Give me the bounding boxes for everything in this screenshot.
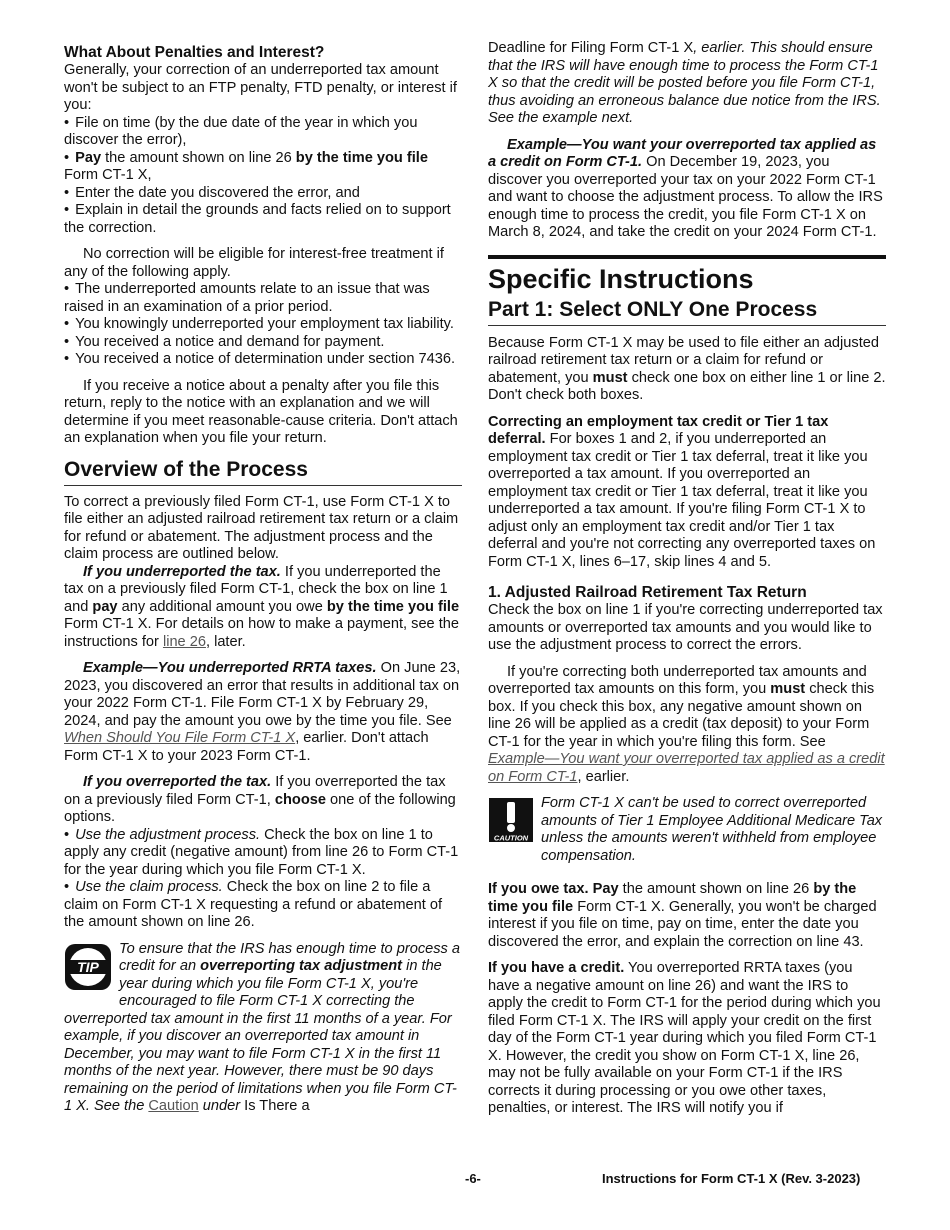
no-correction-paragraph: No correction will be eligible for interest-free treatment if any of the following apply. [64, 246, 444, 280]
apply-bullet-1: • The underreported amounts relate to an issue that was raised in an examination of a prior period. [64, 281, 462, 316]
caution-icon-label: CAUTION [493, 833, 529, 843]
option-adjustment: • Use the adjustment process. Check the box on line 1 to apply any credit (negative amount) from line 26 to Form CT-1 for the year during which you file Form CT-1 X. [64, 827, 462, 880]
penalty-bullet-3: • Enter the date you discovered the error, and [64, 185, 462, 203]
owe-tax-paragraph: If you owe tax. Pay the amount shown on line 26 by the time you file Form CT-1 X. Generally, you won't be charged interest if you file on time, pay on time, enter the date you discovered the error, and explain the correction on line 43. [488, 881, 877, 950]
penalty-bullet-2: • Pay the amount shown on line 26 by the time you file Form CT-1 X, [64, 150, 462, 185]
part1-heading: Part 1: Select ONLY One Process [488, 297, 886, 326]
penalty-notice-paragraph: If you receive a notice about a penalty after you file this return, reply to the notice with an explanation and we will determine if you meet reasonable-cause criteria. Don't attach an explanation when you file your return. [64, 377, 458, 446]
penalty-bullet-4: • Explain in detail the grounds and facts relied on to support the correction. [64, 202, 462, 237]
caution-link[interactable]: Caution [148, 1098, 199, 1114]
penalty-bullet-1: • File on time (by the due date of the year in which you discover the error), [64, 115, 462, 150]
penalties-intro: Generally, your correction of an underreported tax amount won't be subject to an FTP penalty, FTD penalty, or interest if you: [64, 62, 457, 113]
correcting-paragraph: Correcting an employment tax credit or Tier 1 tax deferral. For boxes 1 and 2, if you underreported an employment tax credit or Tier 1 tax deferral, treat it like you overreported a tax amount. If you overreported an employment tax credit or Tier 1 tax deferral, treat it like you underreported a tax amount. If you're filing Form CT-1 X to adjust only an employment tax credit and/or Tier 1 tax deferral and you're not correcting any overreported taxes on Form CT-1 X, lines 6–17, skip lines 4 and 5. [488, 413, 876, 570]
credit-paragraph: If you have a credit. You overreported RRTA taxes (you have a negative amount on line 26) and want the IRS to apply the credit to Form CT-1 for the period during which you filed Form CT-1 X. The IRS will apply your credit on the first day of the Form CT-1 year during which you filed Form CT-1 X. However, the credit you show on Form CT-1 X, line 26, may not be fully available on your Form CT-1 if the IRS corrects it during processing or you owe other taxes, penalties, or interest. The IRS will notify you if [488, 960, 881, 1116]
caution-note: CAUTION Form CT-1 X can't be used to correct overreported amounts of Tier 1 Employee Additional Medicare Tax unless the amounts weren't withheld from employee compensation. [488, 795, 886, 865]
example-overreported-paragraph: Example—You want your overreported tax applied as a credit on Form CT-1. On December 19, 2023, you discover you overreported your tax on your 2022 Form CT-1 and want to choose the adjustment process. To allow the IRS enough time to process the credit, you file Form CT-1 X on March 8, 2024, and take the credit on your 2024 Form CT-1. [488, 136, 883, 240]
apply-bullet-4: • You received a notice of determination under section 7436. [64, 351, 462, 369]
when-should-you-file-link[interactable]: When Should You File Form CT-1 X [64, 730, 296, 746]
both-amounts-paragraph: If you're correcting both underreported tax amounts and overreported tax amounts on this form, you must check this box. If you check this box, any negative amount shown on line 26 will be applied as a credit (tax deposit) to your Form CT-1 for the year in which you're filing this form. See Example—You want your overreported tax applied as a credit on Form CT-1, earlier. [488, 663, 885, 785]
apply-bullet-2: • You knowingly underreported your employment tax liability. [64, 316, 462, 334]
overview-heading: Overview of the Process [64, 457, 462, 486]
left-column [64, 40, 462, 1116]
tip-note: TIP To ensure that the IRS has enough time to process a credit for an overreporting tax adjustment in the year during which you file Form CT-1 X, you're encouraged to file Form CT-1 X correcting the overreported tax amount in the first 11 months of a year. For example, if you discover an overreported tax amount in December, you may want to file Form CT-1 X in the first 11 months of the next year. However, there must be 90 days remaining on the period of limitations when you file Form CT-1 X. See the Caution under Is There a [64, 940, 461, 1114]
option-claim: • Use the claim process. Check the box on line 2 to file a claim on Form CT-1 X requesting a refund or abatement of the amount shown on line 26. [64, 879, 462, 932]
overview-paragraph: To correct a previously filed Form CT-1, use Form CT-1 X to file either an adjusted railroad retirement tax return or a claim for refund or abatement. The adjustment process and the claim process are outlined below. [64, 493, 459, 562]
underreported-paragraph: If you underreported the tax. If you underreported the tax on a previously filed Form CT-1, check the box on line 1 and pay any additional amount you owe by the time you file Form CT-1 X. For details on how to make a payment, see the instructions for line 26, later. [64, 563, 460, 650]
page-number: -6- [465, 1171, 481, 1186]
penalties-heading: What About Penalties and Interest? [64, 44, 325, 61]
continued-paragraph: Deadline for Filing Form CT-1 X, earlier. This should ensure that the IRS will have enough time to process the Form CT-1 X so that the credit will be posted before you file Form CT-1, thus avoiding an erroneous balance due notice from the IRS. See the example next. [488, 40, 881, 126]
line-26-link[interactable]: line 26 [162, 633, 206, 650]
tip-icon-label: TIP [77, 958, 99, 975]
example-underreported-paragraph: Example—You underreported RRTA taxes. On June 23, 2023, you discovered an error that results in additional tax on your 2022 Form CT-1. File Form CT-1 X by February 29, 2024, and pay the amount you owe by the time you file. See When Should You File Form CT-1 X, earlier. Don't attach Form CT-1 X to your 2023 Form CT-1. [64, 660, 461, 764]
adjusted-return-paragraph: Check the box on line 1 if you're correcting underreported tax amounts or overreported tax amounts and you would like to use the adjustment process to correct the errors. [488, 602, 883, 653]
tip-icon [64, 943, 112, 997]
specific-instructions-heading: Specific Instructions [488, 255, 886, 295]
overreported-paragraph: If you overreported the tax. If you overreported the tax on a previously filed Form CT-1, choose one of the following options. [64, 774, 456, 825]
adjusted-return-heading: 1. Adjusted Railroad Retirement Tax Return [488, 584, 807, 601]
right-column [488, 40, 886, 1118]
apply-bullet-3: • You received a notice and demand for payment. [64, 334, 462, 352]
caution-icon [488, 797, 534, 849]
part1-paragraph: Because Form CT-1 X may be used to file either an adjusted railroad retirement tax return or a claim for refund or abatement, you must check one box on either line 1 or line 2. Don't check both boxes. [488, 334, 886, 403]
example-credit-link[interactable]: Example—You want your overreported tax applied as a credit on Form CT-1 [488, 751, 885, 785]
document-title: Instructions for Form CT-1 X (Rev. 3-2023) [602, 1171, 861, 1186]
